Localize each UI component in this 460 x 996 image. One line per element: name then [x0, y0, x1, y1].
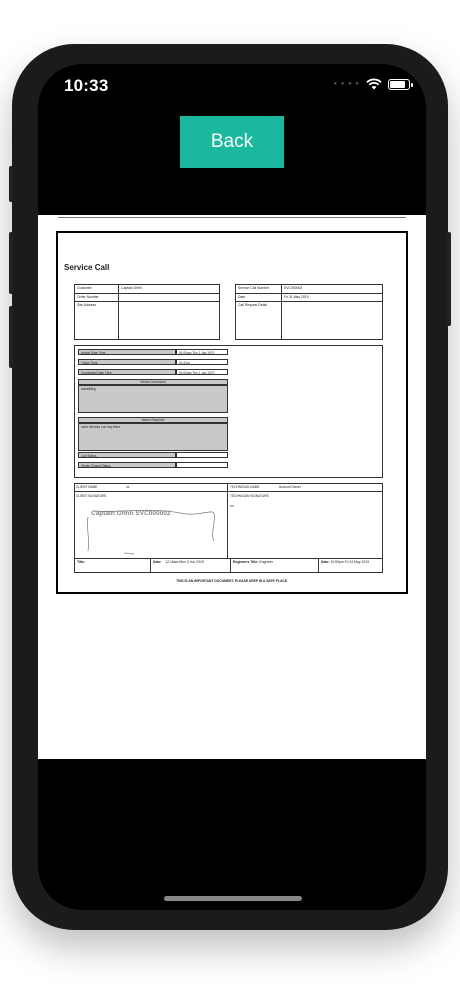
customer-label: Customer [75, 285, 119, 294]
signal-dots-icon: ● ● ● ● [333, 81, 360, 87]
travel-time-label: Travel Time [78, 359, 176, 365]
works-conducted-value: something [78, 385, 228, 413]
notch [138, 64, 328, 96]
date-footer-value: 12:18am Mon 3 Jun 2019 [165, 560, 204, 564]
service-call-document [56, 231, 408, 594]
client-name-value: xx [126, 485, 130, 489]
footer-date [151, 559, 231, 572]
technician-signature-value: nn [230, 504, 234, 508]
call-status-label: Call Status [78, 452, 176, 458]
works-required-value: none the less I do hey there [78, 423, 228, 451]
phone-screen [38, 64, 426, 910]
home-indicator[interactable] [164, 896, 302, 901]
client-signature-drawing [80, 503, 220, 555]
footer-row [74, 559, 383, 573]
arrival-value: 01:00am Thu 1 Jan 1970 [176, 349, 228, 355]
call-status-value [176, 452, 228, 458]
title-label: Title: [77, 560, 86, 564]
works-conducted-header: Works Conducted [78, 379, 228, 385]
order-number-value [119, 294, 219, 302]
signature-divider [227, 483, 228, 558]
technician-name-label: TECHNICIAN NAME [230, 485, 260, 489]
wifi-icon [366, 78, 382, 90]
works-closed-status-label: Works Closed Status [78, 462, 176, 468]
status-icons [334, 78, 411, 90]
completed-value: 01:00am Thu 1 Jan 1970 [176, 369, 228, 375]
status-time: 10:33 [64, 76, 109, 95]
back-button[interactable]: Back [180, 116, 284, 168]
completed-label: Completed Date Time [78, 369, 176, 375]
date2-value: 10:50pm Fri 31 May 2019 [330, 560, 370, 564]
date2-label: Date: [321, 560, 330, 564]
site-address-value [119, 302, 219, 339]
customer-table [74, 284, 220, 340]
service-call-number-label: Service Call Number [236, 285, 282, 294]
service-call-table [235, 284, 383, 340]
call-request-detail-label: Call Request Detail [236, 302, 282, 339]
date-label: Date [236, 294, 282, 302]
service-call-number-value: SVC000002 [282, 285, 382, 294]
works-closed-status-value [176, 462, 228, 468]
technician-signature-label: TECHNICIAN SIGNATURE [230, 494, 269, 498]
volume-down-button [9, 306, 13, 368]
customer-value: Captain Ghhh [119, 285, 219, 294]
document-viewer[interactable] [38, 215, 426, 759]
battery-fill [390, 81, 405, 88]
travel-time-value: 0h 41m [176, 359, 228, 365]
order-number-label: Order Number [75, 294, 119, 302]
document-title: Service Call [64, 263, 110, 272]
call-request-detail-value [282, 302, 382, 339]
battery-icon [388, 79, 410, 90]
technician-name-value: Account Owner [279, 485, 301, 489]
power-button [447, 232, 451, 326]
date-value: Fri 31 May 2019 [282, 294, 382, 302]
works-required-header: Works Required [78, 417, 228, 423]
volume-up-button [9, 232, 13, 294]
client-signature-label: CLIENT SIGNATURE [76, 494, 107, 498]
site-address-label: Site Address [75, 302, 119, 339]
signature-name-line [74, 491, 383, 492]
arrival-label: Arrival Date Time [78, 349, 176, 355]
client-name-label: CLIENT NAME [76, 485, 98, 489]
date-footer-label: Date: [153, 560, 162, 564]
footer-date-2 [319, 559, 384, 572]
mute-switch [9, 166, 13, 202]
engineer-title-value: Engineer [259, 560, 273, 564]
client-signature-text: Captain Ghhh SVC000002 [91, 510, 171, 517]
footer-title [75, 559, 151, 572]
engineer-title-label: Engineers Title: [233, 560, 259, 564]
footer-engineer-title [231, 559, 319, 572]
important-note: THIS IS AN IMPORTANT DOCUMENT. PLEASE KEEP IN A SAFE PLACE. [176, 579, 288, 583]
divider [58, 217, 406, 218]
